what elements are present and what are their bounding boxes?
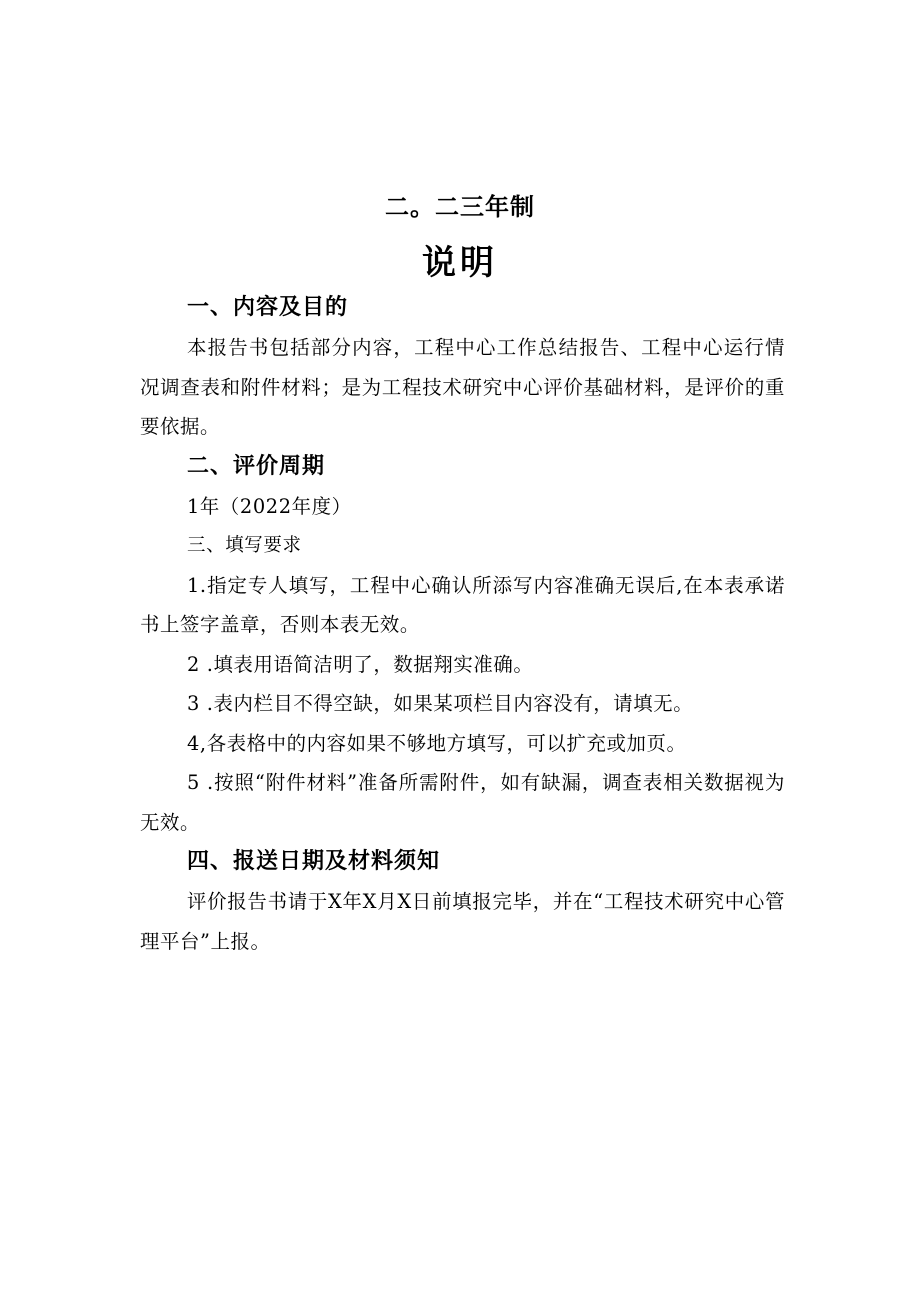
date-line: 二。二三年制 xyxy=(385,193,535,221)
requirement-item-4: 4,各表格中的内容如果不够地方填写，可以扩充或加页。 xyxy=(187,731,687,755)
section-heading-content-purpose: 一、内容及目的 xyxy=(187,295,349,320)
requirement-item-3: 3 .表内栏目不得空缺，如果某项栏目内容没有，请填无。 xyxy=(187,692,694,715)
section-heading-filling-requirements: 三、填写要求 xyxy=(187,535,302,556)
section-text-content-purpose: 本报告书包括部分内容，工程中心工作总结报告、工程中心运行情况调查表和附件材料；是为工程技术研究中心评价基础材料，是评价的重要依据。 xyxy=(140,336,785,438)
section-heading-evaluation-period: 二、评价周期 xyxy=(187,453,326,479)
section-text-evaluation-period: 1年（2022年度） xyxy=(187,494,352,518)
requirement-item-5: 5 .按照“附件材料”准备所需附件，如有缺漏，调查表相关数据视为无效。 xyxy=(140,771,785,834)
section-text-submission: 评价报告书请于X年X月X日前填报完毕，并在“工程技术研究中心管理平台”上报。 xyxy=(140,890,785,953)
page-title: 说明 xyxy=(422,243,498,283)
requirement-item-1: 1.指定专人填写，工程中心确认所添写内容准确无误后,在本表承诺书上签字盖章，否则本表无效。 xyxy=(140,573,785,636)
section-heading-submission: 四、报送日期及材料须知 xyxy=(187,849,441,874)
requirement-item-2: 2 .填表用语简洁明了，数据翔实准确。 xyxy=(187,652,534,676)
document-body xyxy=(140,288,785,961)
